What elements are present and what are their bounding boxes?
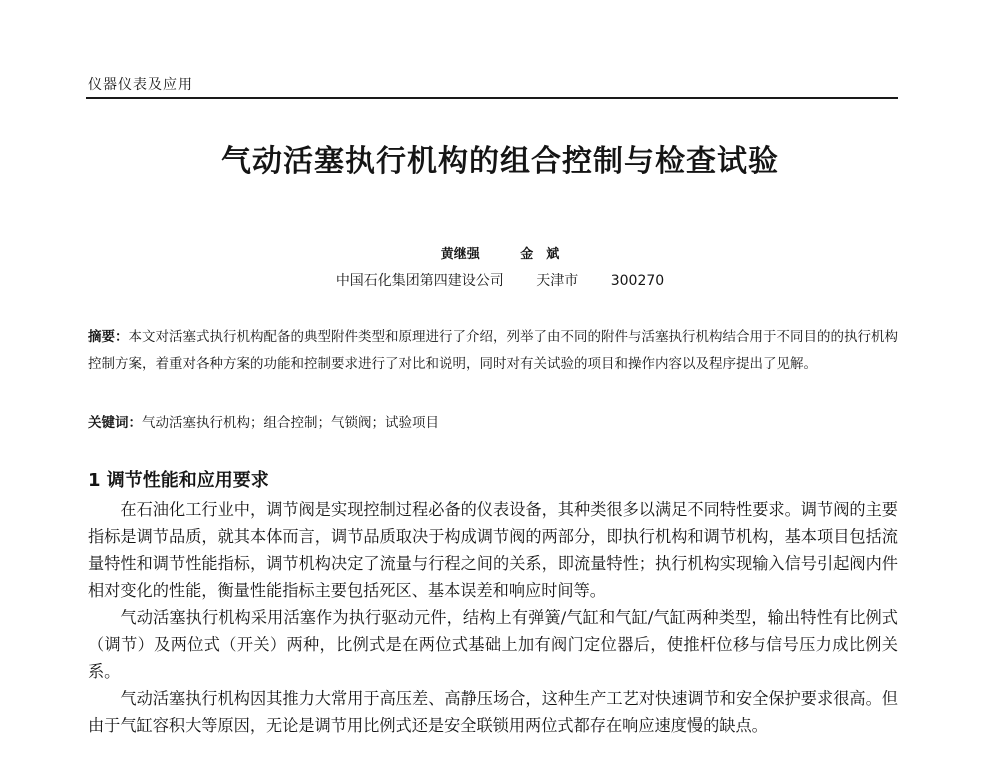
- affiliation: [0, 270, 1000, 290]
- paragraph: 在石油化工行业中，调节阀是实现控制过程必备的仪表设备，其种类很多以满足不同特性要求。调节阀的主要指标是调节品质，就其本体而言，调节品质取决于构成调节阀的两部分，即执行机构和调节机构，基本项目包括流量特性和调节性能指标，调节机构决定了流量与行程之间的关系，即流量特性；执行机构实现输入信号引起阀内件相对变化的性能，衡量性能指标主要包括死区、基本误差和响应时间等。: [88, 500, 898, 600]
- affiliation-postcode: 300270: [610, 273, 665, 289]
- paragraph: 气动活塞执行机构采用活塞作为执行驱动元件，结构上有弹簧/气缸和气缸/气缸两种类型，输出特性有比例式（调节）及两位式（开关）两种，比例式是在两位式基础上加有阀门定位器后，使推杆位移与信号压力成比例关系。: [88, 608, 898, 681]
- abstract-text: 本文对活塞式执行机构配备的典型附件类型和原理进行了介绍，列举了由不同的附件与活塞执行机构结合用于不同目的的执行机构控制方案，着重对各种方案的功能和控制要求进行了对比和说明，同时对有关试验的项目和操作内容以及程序提出了见解。: [88, 329, 898, 372]
- affiliation-organization: 中国石化集团第四建设公司: [335, 273, 504, 289]
- author-name: 黄继强: [440, 247, 480, 262]
- keywords: [88, 412, 898, 434]
- header-rule: [86, 97, 898, 99]
- journal-header: 仪器仪表及应用: [88, 77, 193, 93]
- authors: [0, 243, 1000, 262]
- keywords-text: 气动活塞执行机构；组合控制；气锁阀；试验项目: [142, 415, 439, 431]
- article-title: 气动活塞执行机构的组合控制与检查试验: [221, 144, 779, 179]
- section-heading: 1 调节性能和应用要求: [88, 470, 269, 491]
- section-body: [88, 496, 898, 739]
- affiliation-city: 天津市: [536, 273, 579, 289]
- abstract-label: 摘要：: [88, 329, 129, 345]
- keywords-label: 关键词：: [88, 415, 142, 431]
- author-name: 金 斌: [520, 247, 560, 262]
- abstract: [88, 324, 898, 378]
- paragraph: 气动活塞执行机构因其推力大常用于高压差、高静压场合，这种生产工艺对快速调节和安全保护要求很高。但由于气缸容积大等原因，无论是调节用比例式还是安全联锁用两位式都存在响应速度慢的缺点。: [88, 689, 898, 735]
